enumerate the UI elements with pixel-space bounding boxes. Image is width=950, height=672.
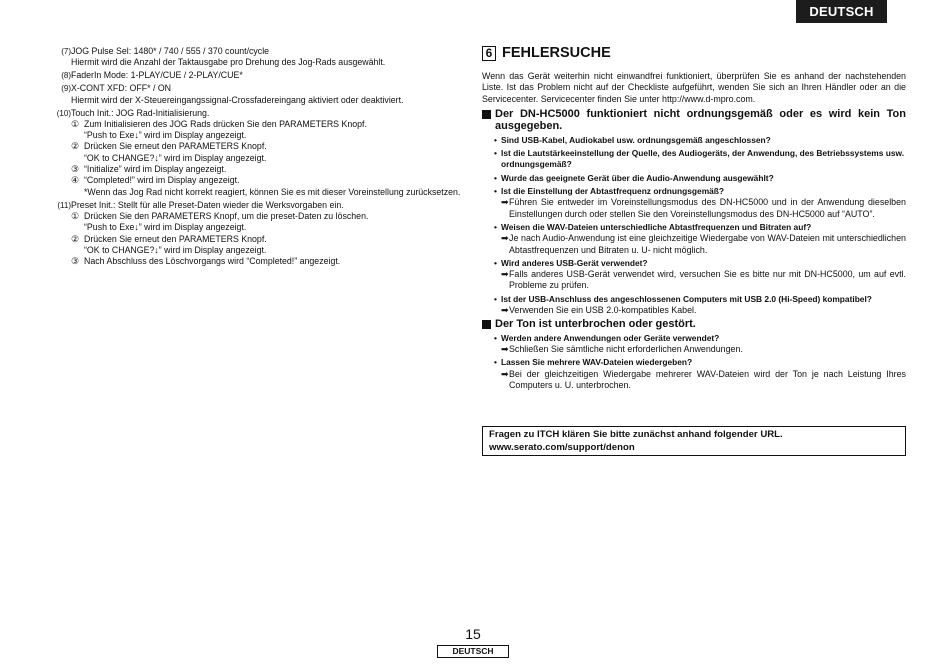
list-item: [46, 200, 464, 268]
language-tab: DEUTSCH: [796, 0, 887, 23]
bullet-icon: •: [494, 134, 497, 145]
item-body: [71, 200, 464, 268]
step-circle-number: ②: [71, 233, 79, 244]
step-text: “Initialize” wird im Display angezeigt.: [84, 164, 227, 175]
bullet-icon: •: [494, 332, 497, 343]
bullet-icon: •: [494, 148, 497, 159]
item-body: [71, 70, 464, 81]
question-text: Sind USB-Kabel, Audiokabel usw. ordnungsgemäß angeschlossen?: [501, 134, 771, 145]
check-question: [494, 135, 906, 146]
check-question: [494, 357, 906, 368]
arrow-right-icon: ➡: [501, 344, 509, 355]
bullet-icon: •: [494, 186, 497, 197]
bullet-icon: •: [494, 221, 497, 232]
answer-text: Schließen Sie sämtliche nicht erforderlichen Anwendungen.: [509, 344, 743, 355]
notice-text: Fragen zu ITCH klären Sie bitte zunächst anhand folgender URL.: [489, 429, 783, 440]
question-text: Weisen die WAV-Dateien unterschiedliche Abtastfrequenzen und Bitraten auf?: [501, 221, 812, 232]
itch-notice-box: [482, 426, 906, 456]
item-line: JOG Pulse Sel: 1480* / 740 / 555 / 370 count/cycle: [71, 46, 270, 56]
check-question: [494, 148, 906, 171]
list-item: [46, 46, 464, 69]
item-line: FaderIn Mode: 1-PLAY/CUE / 2-PLAY/CUE*: [71, 70, 243, 81]
item-step: [71, 234, 464, 245]
arrow-right-icon: ➡: [501, 305, 509, 316]
bullet-icon: •: [494, 172, 497, 183]
problem-heading-text: Der Ton ist unterbrochen oder gestört.: [495, 318, 696, 331]
item-step: [71, 164, 464, 175]
item-number: (9): [61, 84, 71, 94]
problem-heading: [482, 108, 906, 133]
step-text: “OK to CHANGE?↓” wird im Display angezeigt.: [84, 244, 267, 255]
arrow-right-icon: ➡: [501, 197, 509, 208]
item-body: [71, 46, 464, 69]
item-step: [71, 153, 464, 164]
step-circle-number: [71, 245, 84, 256]
troubleshooting-section: [482, 46, 906, 391]
check-question: [494, 222, 906, 233]
section-number: 6: [482, 46, 496, 61]
check-answer: [501, 369, 906, 392]
step-text: “Completed!” wird im Display angezeigt.: [84, 175, 240, 186]
list-item: [46, 83, 464, 106]
item-line: Touch Init.: JOG Rad-Initialisierung.: [71, 107, 210, 118]
list-item: [46, 108, 464, 198]
check-question: [494, 294, 906, 305]
item-number: (7): [61, 47, 71, 56]
bullet-icon: •: [494, 257, 497, 268]
check-answer: [501, 305, 906, 316]
answer-text: Bei der gleichzeitigen Wiedergabe mehrerer WAV-Dateien wird der Ton je nach Leistung Ihres Computers u. U. unterbrochen.: [509, 368, 906, 391]
step-text: Drücken Sie den PARAMETERS Knopf, um die preset-Daten zu löschen.: [84, 210, 369, 221]
section-intro: Wenn das Gerät weiterhin nicht einwandfrei funktioniert, überprüfen Sie es anhand der nachstehenden Liste. Ist das Problem nicht auf der Checkliste aufgeführt, wenden Sie sich an Ihren Händler oder an die Servicecenter. Servicecenter finden Sie unter http://www.d-mpro.com.: [482, 71, 906, 104]
check-answer: [501, 233, 906, 256]
item-step: [71, 222, 464, 233]
step-text: “Push to Exe↓” wird im Display angezeigt.: [84, 222, 247, 233]
item-step: [71, 175, 464, 186]
step-text: Drücken Sie erneut den PARAMETERS Knopf.: [84, 233, 267, 244]
step-text: *Wenn das Jog Rad nicht korrekt reagiert, können Sie es mit dieser Voreinstellung zurücksetzen.: [84, 186, 461, 197]
problem-heading-text: Der DN-HC5000 funktioniert nicht ordnungsgemäß oder es wird kein Ton ausgegeben.: [495, 107, 906, 133]
item-line: X-CONT XFD: OFF* / ON: [71, 83, 172, 94]
step-circle-number: [71, 130, 84, 141]
check-question: [494, 258, 906, 269]
item-number: (10): [56, 108, 71, 118]
list-item: [46, 70, 464, 81]
step-text: “OK to CHANGE?↓” wird im Display angezeigt.: [84, 152, 267, 163]
step-text: Nach Abschluss des Löschvorgangs wird “Completed!” angezeigt.: [84, 256, 341, 267]
step-circle-number: ④: [71, 175, 79, 186]
item-step: [71, 211, 464, 222]
troubleshooting-groups: [482, 108, 906, 391]
answer-text: Falls anderes USB-Gerät verwendet wird, versuchen Sie es bitte nur mit DN-HC5000, um auf evtl. Probleme zu prüfen.: [509, 269, 906, 291]
footer-language-label: DEUTSCH: [437, 645, 509, 658]
question-text: Werden andere Anwendungen oder Geräte verwendet?: [501, 332, 720, 343]
square-bullet-icon: [482, 110, 491, 119]
step-circle-number: ③: [71, 164, 79, 175]
item-line: Hiermit wird die Anzahl der Taktausgabe pro Drehung des Jog-Rads ausgewählt.: [71, 57, 386, 68]
step-circle-number: [71, 153, 84, 164]
item-body: [71, 108, 464, 198]
settings-list: [46, 46, 464, 269]
notice-url: www.serato.com/support/denon: [489, 441, 635, 453]
arrow-right-icon: ➡: [501, 233, 509, 244]
item-step: [71, 130, 464, 141]
step-text: “Push to Exe↓” wird im Display angezeigt.: [84, 130, 247, 141]
question-text: Wurde das geeignete Gerät über die Audio-Anwendung ausgewählt?: [501, 172, 774, 183]
section-heading: [482, 46, 906, 61]
square-bullet-icon: [482, 320, 491, 329]
item-number: (11): [57, 200, 71, 210]
bullet-icon: •: [494, 293, 497, 304]
item-body: [71, 83, 464, 106]
item-line: Hiermit wird der X-Steuereingangssignal-Crossfadereingang aktiviert oder deaktiviert.: [71, 94, 404, 105]
question-text: Ist die Lautstärkeeinstellung der Quelle, des Audiogeräts, der Anwendung, des Betriebssystems usw. ordnungsgemäß?: [501, 148, 905, 170]
arrow-right-icon: ➡: [501, 368, 509, 379]
step-text: Zum Initialisieren des JOG Rads drücken Sie den PARAMETERS Knopf.: [84, 118, 367, 129]
item-step: [71, 141, 464, 152]
section-title: FEHLERSUCHE: [502, 44, 611, 61]
bullet-icon: •: [494, 357, 497, 368]
item-step: [71, 245, 464, 256]
check-question: [494, 333, 906, 344]
answer-text: Führen Sie entweder im Voreinstellungsmodus des DN-HC5000 und in der Anwendung dieselben Einstellungen durch oder stellen Sie den Voreinstellungsmodus des DN-HC5000 auf “AUTO”.: [509, 197, 906, 219]
check-answer: [501, 197, 906, 220]
arrow-right-icon: ➡: [501, 269, 509, 280]
item-step: [71, 256, 464, 267]
answer-text: Je nach Audio-Anwendung ist eine gleichzeitige Wiedergabe von WAV-Dateien mit unterschiedlichen Abtastfrequenzen und Bitraten u. U- nicht möglich.: [509, 233, 906, 255]
item-step: [71, 119, 464, 130]
item-line: Preset Init.: Stellt für alle Preset-Daten wieder die Werksvorgaben ein.: [71, 199, 344, 210]
step-circle-number: ②: [71, 141, 79, 152]
check-answer: [501, 344, 906, 355]
step-circle-number: ①: [71, 210, 79, 221]
check-question: [494, 186, 906, 197]
question-text: Lassen Sie mehrere WAV-Dateien wiedergeben?: [501, 357, 693, 368]
step-circle-number: ①: [71, 118, 79, 129]
answer-text: Verwenden Sie ein USB 2.0-kompatibles Kabel.: [509, 305, 697, 316]
problem-heading: [482, 318, 906, 331]
question-text: Wird anderes USB-Gerät verwendet?: [501, 257, 648, 268]
step-text: Drücken Sie erneut den PARAMETERS Knopf.: [84, 141, 267, 152]
step-circle-number: [71, 187, 84, 198]
question-text: Ist der USB-Anschluss des angeschlossenen Computers mit USB 2.0 (Hi-Speed) kompatibel?: [501, 293, 872, 304]
step-circle-number: ③: [71, 256, 79, 267]
question-text: Ist die Einstellung der Abtastfrequenz ordnungsgemäß?: [501, 186, 725, 197]
step-circle-number: [71, 222, 84, 233]
check-answer: [501, 269, 906, 292]
item-number: (8): [61, 71, 71, 81]
page-number: 15: [465, 626, 481, 642]
item-step: [71, 187, 464, 198]
check-question: [494, 173, 906, 184]
